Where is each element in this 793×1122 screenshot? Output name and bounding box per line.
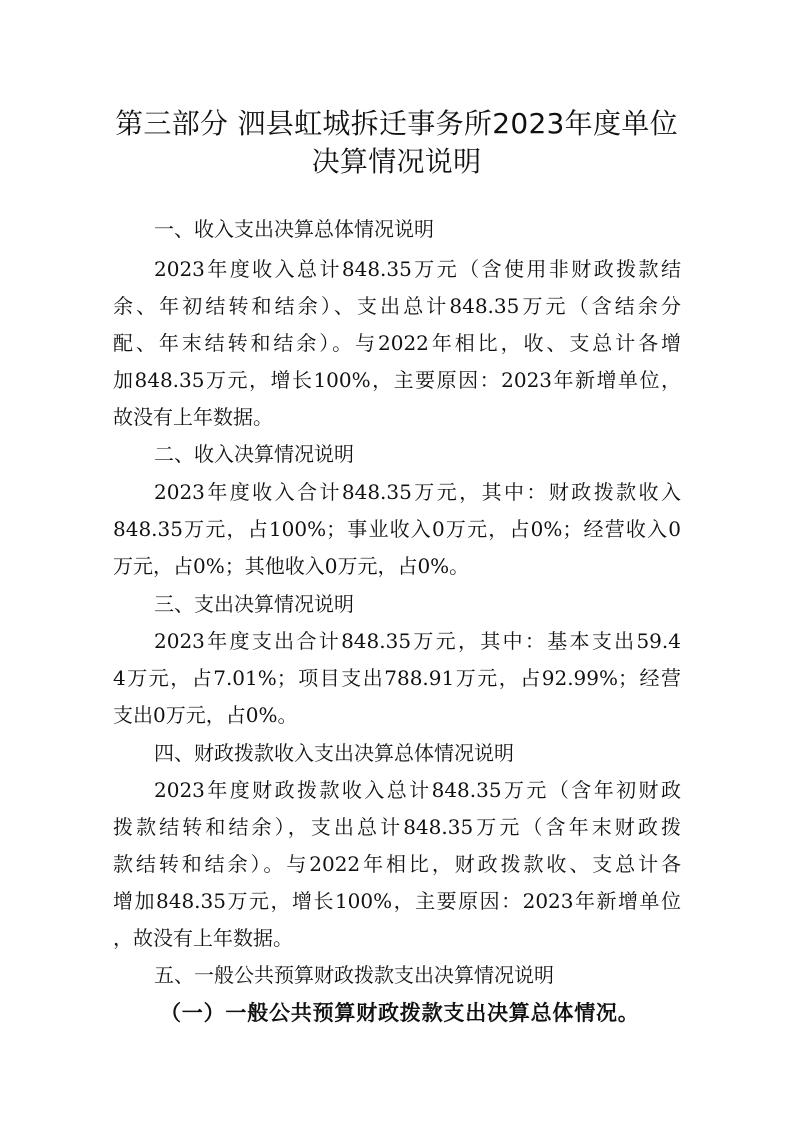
section-heading-3: 三、支出决算情况说明 (154, 592, 354, 616)
subheading-general-budget-overview: （一）一般公共预算财政拨款支出决算总体情况。 (160, 1000, 640, 1025)
section-heading-4: 四、财政拨款收入支出决算总体情况说明 (154, 741, 514, 765)
section-2-line-3: 万元，占0%；其他收入0万元，占0%。 (113, 554, 470, 578)
section-4-line-3: 款结转和结余）。与2022年相比，财政拨款收、支总计各 (113, 852, 681, 876)
section-1-line-2: 余、年初结转和结余）、支出总计848.35万元（含结余分 (113, 294, 681, 318)
section-3-line-3: 支出0万元，占0%。 (113, 703, 298, 727)
section-1-line-5: 故没有上年数据。 (113, 405, 273, 429)
document-title-line-1: 第三部分 泗县虹城拆迁事务所2023年度单位 (115, 107, 678, 140)
section-3-line-1: 2023年度支出合计848.35万元，其中：基本支出59.4 (154, 629, 681, 653)
section-heading-5: 五、一般公共预算财政拨款支出决算情况说明 (154, 963, 554, 987)
section-1-line-3: 配、年末结转和结余）。与2022年相比，收、支总计各增 (113, 331, 681, 355)
section-3-line-2: 4万元，占7.01%；项目支出788.91万元，占92.99%；经营 (113, 666, 681, 690)
section-1-line-1: 2023年度收入总计848.35万元（含使用非财政拨款结 (154, 257, 681, 281)
section-4-line-5: ，故没有上年数据。 (113, 926, 293, 950)
section-heading-2: 二、收入决算情况说明 (154, 442, 354, 466)
section-heading-1: 一、收入支出决算总体情况说明 (154, 217, 434, 241)
section-4-line-4: 增加848.35万元，增长100%，主要原因：2023年新增单位 (113, 889, 681, 913)
section-4-line-1: 2023年度财政拨款收入总计848.35万元（含年初财政 (154, 778, 681, 802)
section-1-line-4: 加848.35万元，增长100%，主要原因：2023年新增单位， (113, 368, 681, 392)
section-4-line-2: 拨款结转和结余），支出总计848.35万元（含年末财政拨 (113, 815, 681, 839)
section-2-line-1: 2023年度收入合计848.35万元，其中：财政拨款收入 (154, 480, 681, 504)
section-2-line-2: 848.35万元，占100%；事业收入0万元，占0%；经营收入0 (113, 517, 681, 541)
document-title-line-2: 决算情况说明 (311, 145, 482, 178)
